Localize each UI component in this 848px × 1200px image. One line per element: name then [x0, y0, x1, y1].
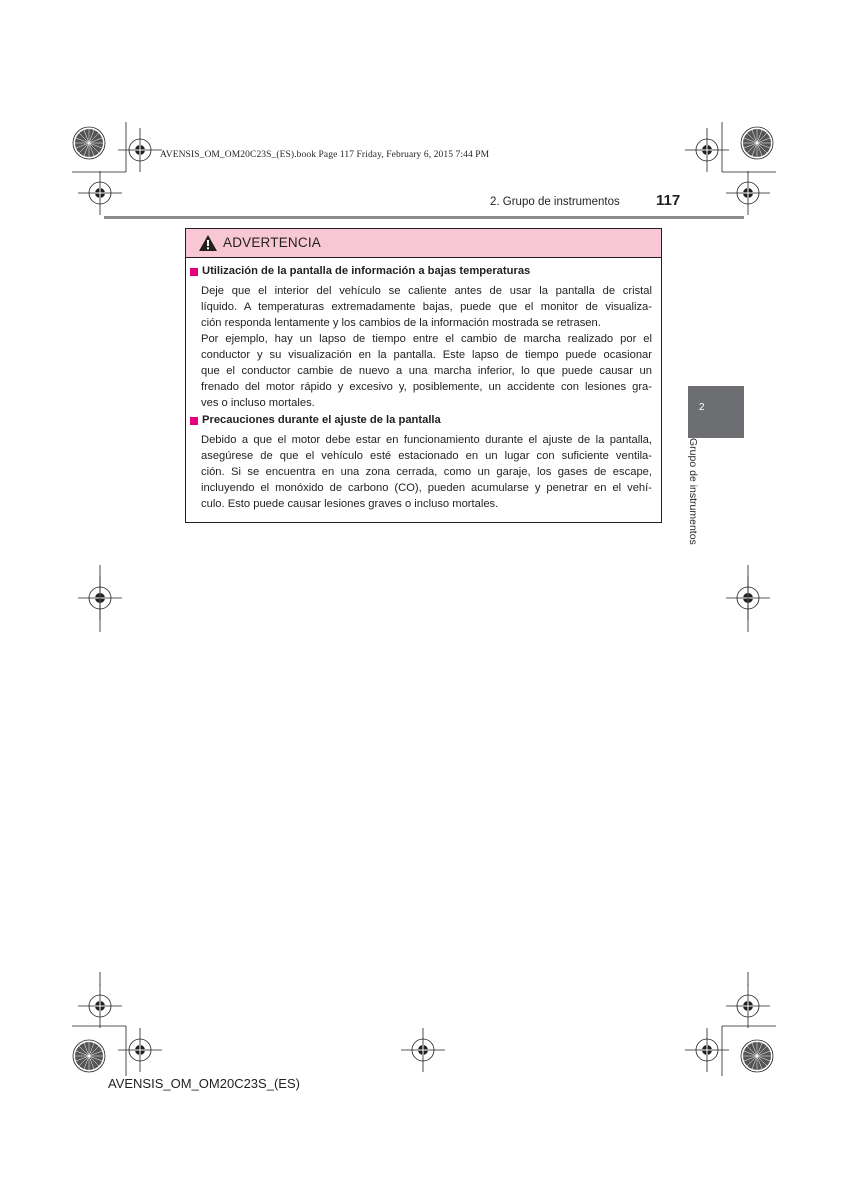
- body-line: que el conductor cambie de nuevo a una marcha inferior, lo que puede causar un: [201, 365, 652, 377]
- body-line: asegúrese de que el vehículo esté estacionado en un lugar con suficiente ventila-: [201, 450, 652, 462]
- body-line: Por ejemplo, hay un lapso de tiempo entre el cambio de marcha realizado por el: [201, 333, 652, 345]
- section-heading-display-adjustment: Precauciones durante el ajuste de la pantalla: [202, 414, 441, 426]
- body-line: incluyendo el monóxido de carbono (CO), pueden acumularse y penetrar en el vehí-: [201, 482, 652, 494]
- body-line: ción. Si se encuentra en una zona cerrada, como un garaje, los gases de escape,: [201, 466, 652, 478]
- body-line: frenado del motor rápido y excesivo y, posiblemente, un accidente con lesiones gra-: [201, 381, 652, 393]
- body-line: Debido a que el motor debe estar en funcionamiento durante el ajuste de la pantalla,: [201, 434, 652, 446]
- footer-document-id: AVENSIS_OM_OM20C23S_(ES): [108, 1076, 300, 1091]
- warning-header: [186, 229, 661, 258]
- body-line: Deje que el interior del vehículo se caliente antes de usar la pantalla de cristal: [201, 285, 652, 297]
- header-rule: [104, 216, 744, 219]
- body-line: conductor y su visualización en la pantalla. Este lapso de tiempo puede ocasionar: [201, 349, 652, 361]
- running-header-section: 2. Grupo de instrumentos: [490, 196, 620, 208]
- body-line: ves o incluso mortales.: [201, 397, 315, 409]
- chapter-tab-number: 2: [699, 402, 705, 413]
- chapter-tab: [688, 386, 744, 438]
- body-line: culo. Esto puede causar lesiones graves o incluso mortales.: [201, 498, 499, 510]
- warning-triangle-icon: [198, 234, 218, 252]
- body-line: ción responda lentamente y los cambios de la información mostrada se retrasen.: [201, 317, 601, 329]
- chapter-tab-label-text: Grupo de instrumentos: [687, 438, 699, 545]
- section-body-display-adjustment: [201, 432, 652, 512]
- section-bullet: [190, 417, 198, 425]
- page-number: 117: [656, 192, 681, 209]
- warning-title: ADVERTENCIA: [223, 235, 321, 250]
- chapter-tab-label: [683, 438, 699, 568]
- section-heading-low-temperature: Utilización de la pantalla de información a bajas temperaturas: [202, 265, 531, 277]
- section-bullet: [190, 268, 198, 276]
- section-body-low-temperature: [201, 283, 652, 411]
- body-line: líquido. A temperaturas extremadamente bajas, puede que el monitor de visualiza-: [201, 301, 652, 313]
- print-info-line: AVENSIS_OM_OM20C23S_(ES).book Page 117 Friday, February 6, 2015 7:44 PM: [160, 150, 490, 160]
